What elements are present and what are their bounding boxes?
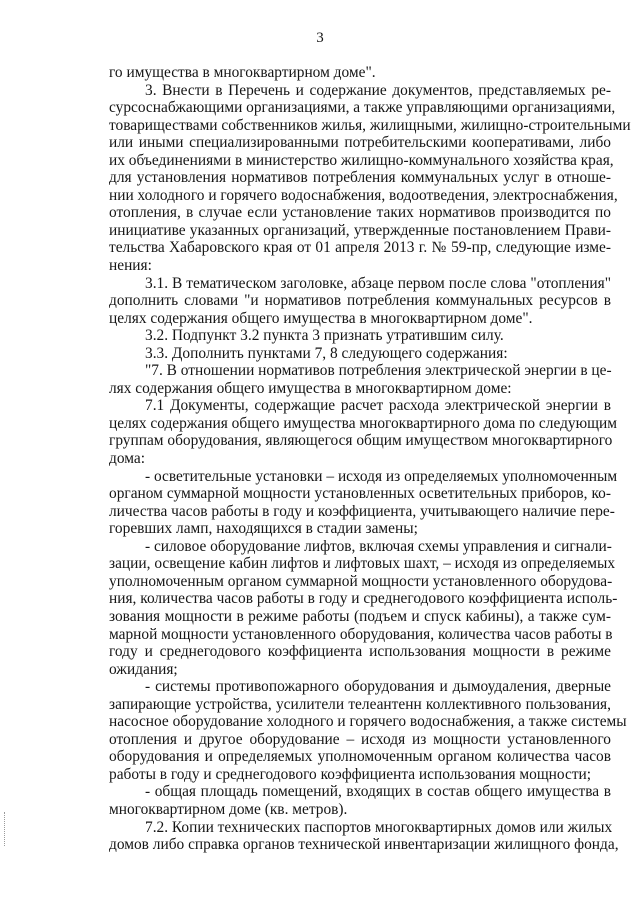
text-line: инициативе указанных организаций, утвержденные постановлением Прави- — [109, 221, 611, 239]
text-line: нии холодного и горячего водоснабжения, водоотведения, электроснабжения, — [109, 186, 618, 204]
text-line: группам оборудования, являющегося общим имуществом многоквартирного — [109, 432, 613, 450]
text-line: марной мощности установленного оборудования, количества часов работы в — [109, 625, 613, 643]
document-body — [109, 64, 631, 854]
text-line: органом суммарной мощности установленных осветительных приборов, ко- — [109, 485, 611, 503]
text-line: - силовое оборудование лифтов, включая схемы управления и сигнали- — [145, 537, 612, 555]
text-line: ния, количества часов работы в году и среднегодового коэффициента исполь- — [109, 590, 618, 608]
text-line: запирающие устройства, усилители телеантенн коллективного пользования, — [109, 695, 611, 713]
text-line: - осветительные установки – исходя из определяемых уполномоченным — [145, 467, 618, 485]
text-line: целях содержания общего имущества многоквартирного дома по следующим — [109, 414, 617, 432]
text-line: зования мощности в режиме работы (подъем и спуск кабины), а также сум- — [109, 607, 611, 625]
text-line: "7. В отношении нормативов потребления электрической энергии в це- — [145, 362, 612, 380]
text-line: личества часов работы в году и коэффициента, учитывающего наличие пере- — [109, 502, 615, 520]
scan-edge-mark — [4, 812, 8, 846]
text-line: го имущества в многоквартирном доме". — [109, 64, 376, 81]
text-line: домов либо справка органов технической инвентаризации жилищного фонда, — [109, 836, 619, 854]
text-line: уполномоченным органом суммарной мощности установленного оборудова- — [109, 572, 613, 590]
text-line: работы в году и среднегодового коэффициента использования мощности; — [109, 765, 592, 783]
text-line: товариществами собственников жилья, жилищными, жилищно-строительными — [109, 116, 631, 134]
text-line: - общая площадь помещений, входящих в состав общего имущества в — [145, 783, 611, 801]
text-line: отопления, в случае если установление таких нормативов производится по — [109, 204, 611, 222]
text-line: - системы противопожарного оборудования и дымоудаления, дверные — [145, 678, 611, 696]
text-line: тельства Хабаровского края от 01 апреля 2013 г. № 59-пр, следующие изме- — [109, 239, 611, 257]
text-line: 7.1 Документы, содержащие расчет расхода электрической энергии в — [145, 397, 611, 415]
text-line: 3.2. Подпункт 3.2 пункта 3 признать утратившим силу. — [145, 327, 504, 345]
text-line: дома: — [109, 450, 145, 468]
text-line: сурсоснабжающими организациями, а также управляющими организациями, — [109, 99, 616, 117]
text-line: ожидания; — [109, 660, 178, 678]
text-line: 3. Внести в Перечень и содержание документов, представляемых ре- — [145, 81, 611, 99]
text-line: оборудования и определяемых уполномоченным органом количества часов — [109, 748, 611, 766]
text-line: многоквартирном доме (кв. метров). — [109, 800, 348, 818]
text-line: для установления нормативов потребления коммунальных услуг в отноше- — [109, 169, 611, 187]
text-line: насосное оборудование холодного и горячего водоснабжения, а также системы — [109, 713, 627, 731]
text-line: отопления и другое оборудование – исходя из мощности установленного — [109, 730, 611, 748]
text-line: дополнить словами "и нормативов потребления коммунальных ресурсов в — [109, 292, 611, 310]
text-line: 3.3. Дополнить пунктами 7, 8 следующего содержания: — [145, 344, 508, 362]
text-line: или иными специализированными потребительскими кооперативами, либо — [109, 134, 611, 152]
text-line: 7.2. Копии технических паспортов многоквартирных домов или жилых — [145, 818, 613, 836]
text-line: зации, освещение кабин лифтов и лифтовых шахт, – исходя из определяемых — [109, 555, 616, 573]
text-line: году и среднегодового коэффициента использования мощности в режиме — [109, 643, 611, 661]
text-line: лях содержания общего имущества в многоквартирном доме: — [109, 379, 512, 397]
text-line: нения: — [109, 257, 152, 275]
text-line: их объединениями в министерство жилищно-коммунального хозяйства края, — [109, 151, 614, 169]
text-line: целях содержания общего имущества в многоквартирном доме". — [109, 309, 533, 327]
text-line: горевших ламп, находящихся в стадии замены; — [109, 520, 418, 538]
text-line: 3.1. В тематическом заголовке, абзаце первом после слова "отопления" — [145, 274, 611, 292]
page-number: 3 — [316, 30, 324, 46]
